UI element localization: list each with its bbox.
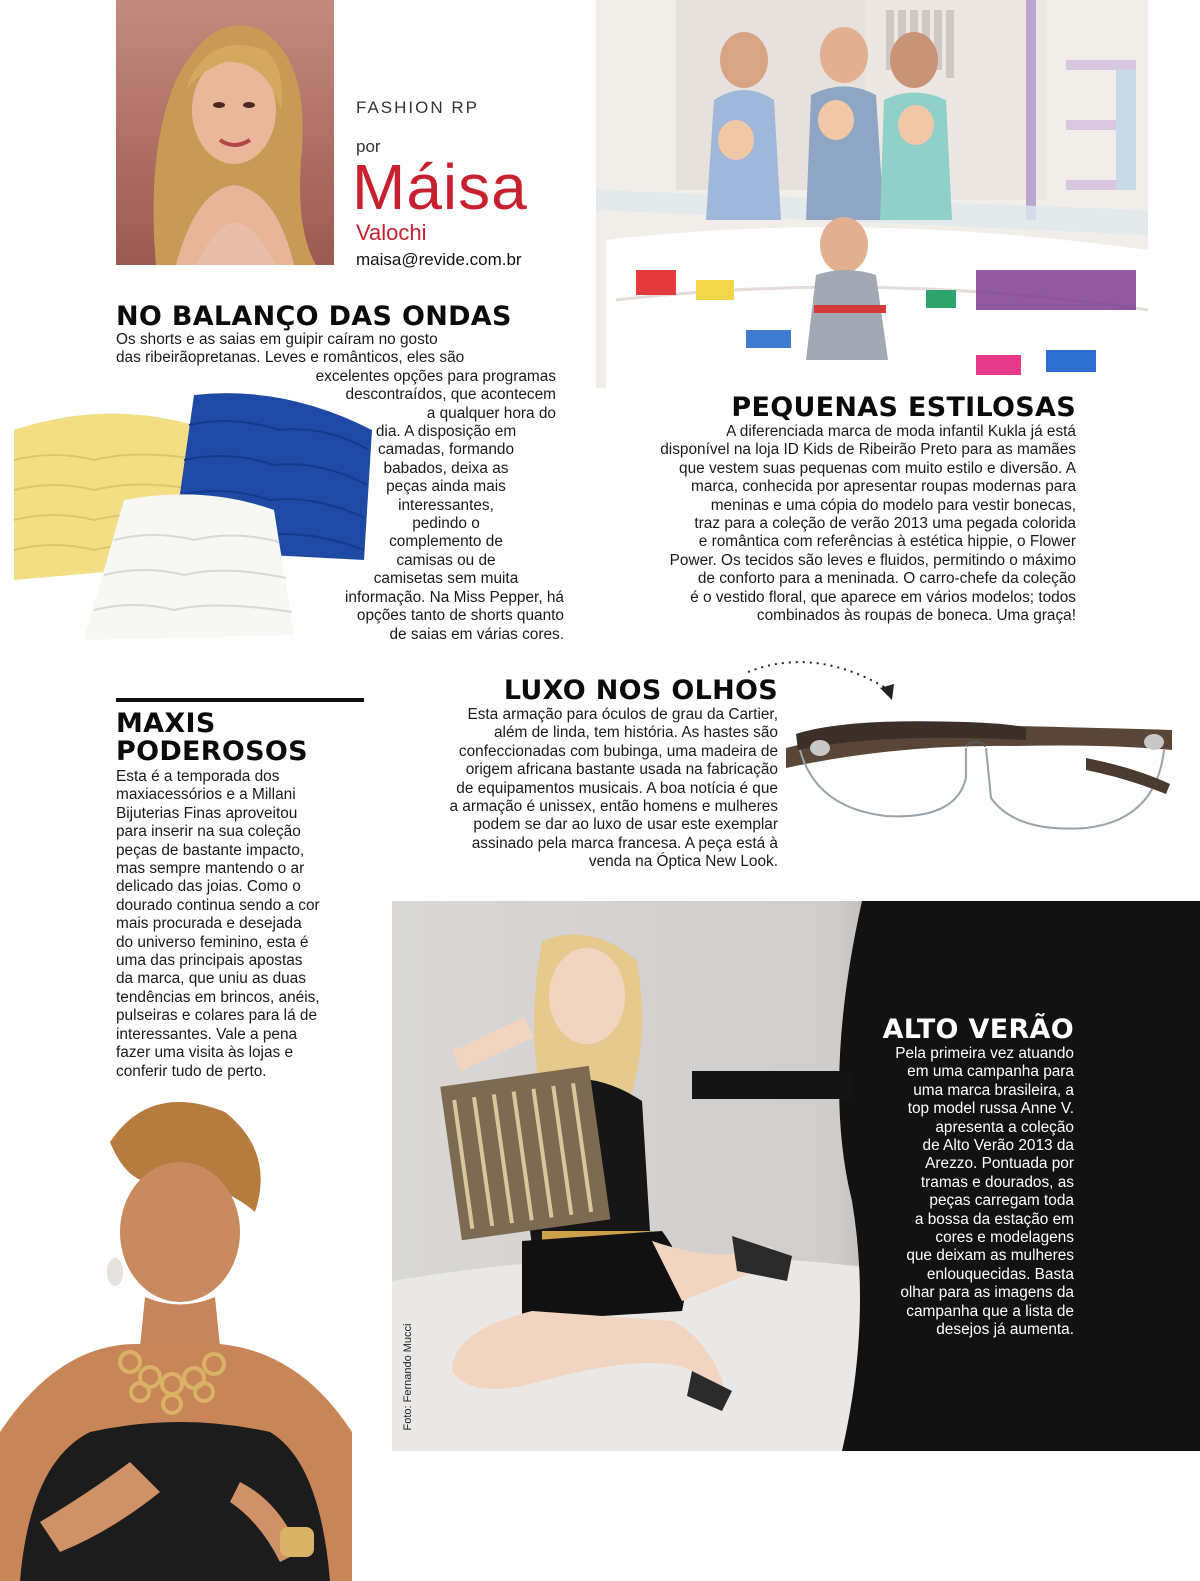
dotted-arrow-icon <box>744 650 904 706</box>
article-body-alto: Pela primeira vez atuando em uma campanha para uma marca brasileira, a top model russa Anne V. apresenta a coleção de Alto Verão 2013 da Arezzo. Pontuada por tramas e dourados, as peças carregam toda a bossa da estação em cores e modelagens que deixam as mulheres enlouquecidas. Basta olhar para as imagens da campanha que a lista de desejos já aumenta. <box>895 1045 1074 1339</box>
author-first-name: Máisa <box>352 151 528 223</box>
article-title-pequenas: PEQUENAS ESTILOSAS <box>731 392 1076 423</box>
section-divider-rule <box>116 698 364 702</box>
article-body-balanco-1: Os shorts e as saias em guipir caíram no gosto das ribeirãopretanas. Leves e românticos, eles são <box>116 331 465 367</box>
article-body-balanco-3: dia. A disposição em camadas, formando babados, deixa as peças ainda mais interessantes, pedindo o complemento de camisas ou de camisetas sem muita <box>373 423 519 588</box>
columnist-portrait <box>116 0 334 265</box>
article-body-pequenas: A diferenciada marca de moda infantil Kukla já está disponível na loja ID Kids de Ribeirão Preto para as mamães que vestem suas pequenas com muito estilo e diversão. A marca, conhecida por apresentar roupas modernas para meninas e uma cópia do modelo para vestir bonecas, traz para a coleção de verão 2013 uma pegada colorida e romântica com referências à estética hippie, o Flower Power. Os tecidos são leves e fluidos, permitindo o máximo de conforto para a meninada. O carro-chefe da coleção é o vestido floral, que aparece em vários modelos; todos combinados às roupas de boneca. Uma graça! <box>660 423 1076 625</box>
author-email-link[interactable]: maisa@revide.com.br <box>356 250 522 269</box>
byline-prefix: por <box>356 137 381 156</box>
cartier-glasses-photo <box>786 708 1172 844</box>
article-body-balanco-4: informação. Na Miss Pepper, há opções tanto de shorts quanto de saias em várias cores. <box>345 589 564 643</box>
article-title-maxis: MAXIS PODEROSOS <box>116 708 308 767</box>
kids-store-photo <box>596 0 1148 388</box>
article-title-balanco: NO BALANÇO DAS ONDAS <box>116 301 512 332</box>
jewelry-model-photo <box>0 1082 352 1581</box>
photo-credit: Foto: Fernando Mucci <box>402 1323 414 1431</box>
article-title-alto: ALTO VERÃO <box>882 1014 1074 1045</box>
article-body-luxo: Esta armação para óculos de grau da Cartier, além de linda, tem história. As hastes são confeccionadas com bubinga, uma madeira de origem africana bastante usada na fabricação de equipamentos musicais. A boa notícia é que a armação é unissex, então homens e mulheres podem se dar ao luxo de usar este exemplar assinado pela marca francesa. A peça está à venda na Óptica New Look. <box>449 706 778 871</box>
column-kicker: FASHION RP <box>356 98 479 117</box>
arezzo-campaign-photo <box>392 901 1200 1451</box>
author-last-name: Valochi <box>356 220 427 245</box>
article-body-balanco-2: excelentes opções para programas descontraídos, que acontecem a qualquer hora do <box>315 368 556 422</box>
article-title-luxo: LUXO NOS OLHOS <box>503 675 778 706</box>
article-body-maxis: Esta é a temporada dos maxiacessórios e a Millani Bijuterias Finas aproveitou para inserir na sua coleção peças de bastante impacto, mas sempre mantendo o ar delicado das joias. Como o dourado continua sendo a cor mais procurada e desejada do universo feminino, esta é uma das principais apostas da marca, que uniu as duas tendências em brincos, anéis, pulseiras e colares para lá de interessantes. Vale a pena fazer uma visita às lojas e conferir tudo de perto. <box>116 768 320 1080</box>
